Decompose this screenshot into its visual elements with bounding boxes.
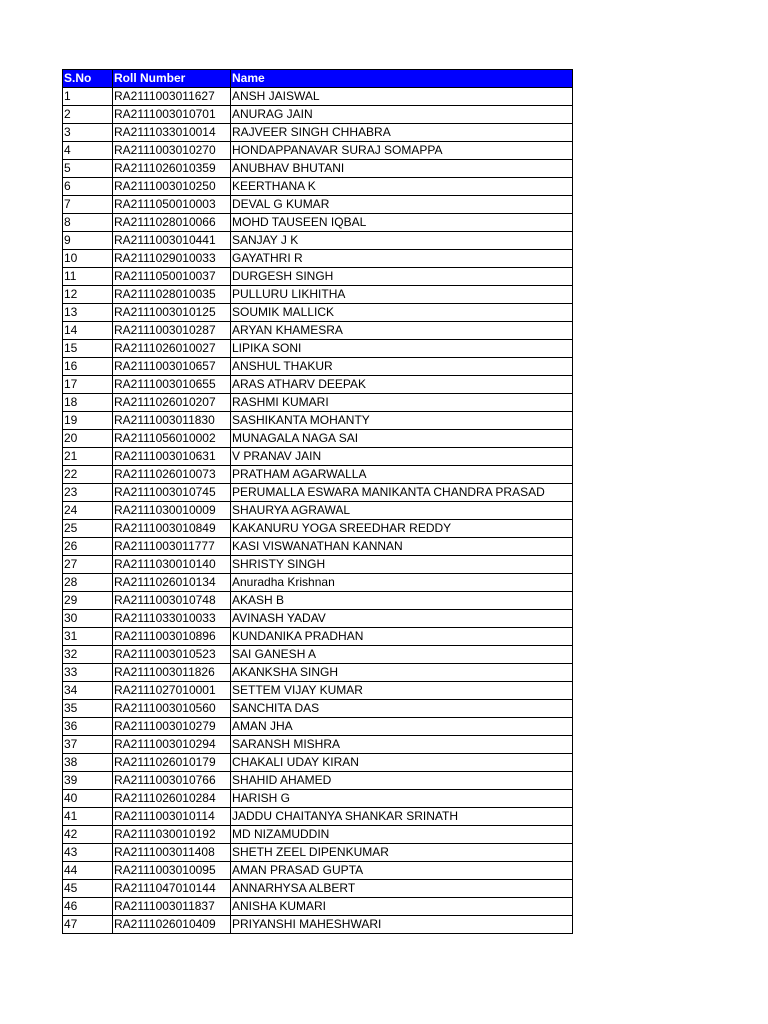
table-row bbox=[63, 448, 573, 466]
cell-sno: 37 bbox=[63, 736, 113, 754]
cell-name: AMAN JHA bbox=[231, 718, 573, 736]
table-row bbox=[63, 394, 573, 412]
cell-sno: 38 bbox=[63, 754, 113, 772]
table-row bbox=[63, 268, 573, 286]
cell-name: PRATHAM AGARWALLA bbox=[231, 466, 573, 484]
cell-sno: 1 bbox=[63, 88, 113, 106]
cell-sno: 17 bbox=[63, 376, 113, 394]
table-row bbox=[63, 430, 573, 448]
cell-sno: 8 bbox=[63, 214, 113, 232]
table-row bbox=[63, 916, 573, 934]
table-row bbox=[63, 304, 573, 322]
cell-name: ANUBHAV BHUTANI bbox=[231, 160, 573, 178]
cell-sno: 24 bbox=[63, 502, 113, 520]
table-row bbox=[63, 880, 573, 898]
cell-sno: 34 bbox=[63, 682, 113, 700]
cell-sno: 41 bbox=[63, 808, 113, 826]
cell-roll-number: RA2111003010631 bbox=[113, 448, 231, 466]
cell-roll-number: RA2111026010207 bbox=[113, 394, 231, 412]
cell-sno: 47 bbox=[63, 916, 113, 934]
table-row bbox=[63, 466, 573, 484]
cell-name: SANJAY J K bbox=[231, 232, 573, 250]
table-row bbox=[63, 700, 573, 718]
cell-roll-number: RA2111003010279 bbox=[113, 718, 231, 736]
cell-name: PERUMALLA ESWARA MANIKANTA CHANDRA PRASAD bbox=[231, 484, 573, 502]
cell-roll-number: RA2111003010560 bbox=[113, 700, 231, 718]
table-row bbox=[63, 196, 573, 214]
cell-name: SHETH ZEEL DIPENKUMAR bbox=[231, 844, 573, 862]
table-row bbox=[63, 610, 573, 628]
table-row bbox=[63, 628, 573, 646]
cell-roll-number: RA2111003010849 bbox=[113, 520, 231, 538]
cell-sno: 31 bbox=[63, 628, 113, 646]
table-row bbox=[63, 754, 573, 772]
cell-roll-number: RA2111003010270 bbox=[113, 142, 231, 160]
cell-roll-number: RA2111003010896 bbox=[113, 628, 231, 646]
cell-roll-number: RA2111003011777 bbox=[113, 538, 231, 556]
cell-roll-number: RA2111003010655 bbox=[113, 376, 231, 394]
cell-name: SASHIKANTA MOHANTY bbox=[231, 412, 573, 430]
table-row bbox=[63, 862, 573, 880]
cell-name: Anuradha Krishnan bbox=[231, 574, 573, 592]
cell-sno: 2 bbox=[63, 106, 113, 124]
cell-sno: 19 bbox=[63, 412, 113, 430]
cell-name: SARANSH MISHRA bbox=[231, 736, 573, 754]
table-row bbox=[63, 772, 573, 790]
table-row bbox=[63, 592, 573, 610]
table-row bbox=[63, 826, 573, 844]
cell-roll-number: RA2111003010095 bbox=[113, 862, 231, 880]
cell-sno: 12 bbox=[63, 286, 113, 304]
cell-roll-number: RA2111003011837 bbox=[113, 898, 231, 916]
cell-sno: 5 bbox=[63, 160, 113, 178]
table-row bbox=[63, 790, 573, 808]
cell-name: ANSHUL THAKUR bbox=[231, 358, 573, 376]
cell-name: CHAKALI UDAY KIRAN bbox=[231, 754, 573, 772]
cell-roll-number: RA2111028010066 bbox=[113, 214, 231, 232]
cell-sno: 4 bbox=[63, 142, 113, 160]
cell-roll-number: RA2111029010033 bbox=[113, 250, 231, 268]
cell-roll-number: RA2111026010409 bbox=[113, 916, 231, 934]
table-row bbox=[63, 484, 573, 502]
cell-roll-number: RA2111003010745 bbox=[113, 484, 231, 502]
cell-name: KEERTHANA K bbox=[231, 178, 573, 196]
cell-sno: 33 bbox=[63, 664, 113, 682]
cell-roll-number: RA2111026010284 bbox=[113, 790, 231, 808]
table-row bbox=[63, 520, 573, 538]
cell-name: AKASH B bbox=[231, 592, 573, 610]
cell-name: SHRISTY SINGH bbox=[231, 556, 573, 574]
cell-roll-number: RA2111003010287 bbox=[113, 322, 231, 340]
table-row bbox=[63, 556, 573, 574]
cell-name: ANNARHYSA ALBERT bbox=[231, 880, 573, 898]
table-row bbox=[63, 214, 573, 232]
cell-name: ARAS ATHARV DEEPAK bbox=[231, 376, 573, 394]
cell-roll-number: RA2111003011408 bbox=[113, 844, 231, 862]
cell-roll-number: RA2111056010002 bbox=[113, 430, 231, 448]
table-row bbox=[63, 106, 573, 124]
cell-name: JADDU CHAITANYA SHANKAR SRINATH bbox=[231, 808, 573, 826]
cell-sno: 6 bbox=[63, 178, 113, 196]
header-row bbox=[63, 70, 573, 88]
cell-name: AMAN PRASAD GUPTA bbox=[231, 862, 573, 880]
cell-sno: 13 bbox=[63, 304, 113, 322]
cell-name: SAI GANESH A bbox=[231, 646, 573, 664]
table-row bbox=[63, 88, 573, 106]
cell-sno: 18 bbox=[63, 394, 113, 412]
cell-roll-number: RA2111003010294 bbox=[113, 736, 231, 754]
cell-name: DURGESH SINGH bbox=[231, 268, 573, 286]
cell-name: AKANKSHA SINGH bbox=[231, 664, 573, 682]
cell-name: SETTEM VIJAY KUMAR bbox=[231, 682, 573, 700]
cell-roll-number: RA2111033010014 bbox=[113, 124, 231, 142]
table-row bbox=[63, 718, 573, 736]
cell-roll-number: RA2111033010033 bbox=[113, 610, 231, 628]
cell-roll-number: RA2111030010192 bbox=[113, 826, 231, 844]
table-row bbox=[63, 358, 573, 376]
cell-roll-number: RA2111050010003 bbox=[113, 196, 231, 214]
cell-name: AVINASH YADAV bbox=[231, 610, 573, 628]
cell-name: SANCHITA DAS bbox=[231, 700, 573, 718]
cell-name: HARISH G bbox=[231, 790, 573, 808]
cell-name: V PRANAV JAIN bbox=[231, 448, 573, 466]
cell-sno: 7 bbox=[63, 196, 113, 214]
cell-name: SHAURYA AGRAWAL bbox=[231, 502, 573, 520]
cell-sno: 20 bbox=[63, 430, 113, 448]
cell-roll-number: RA2111047010144 bbox=[113, 880, 231, 898]
cell-name: KAKANURU YOGA SREEDHAR REDDY bbox=[231, 520, 573, 538]
cell-sno: 45 bbox=[63, 880, 113, 898]
cell-sno: 26 bbox=[63, 538, 113, 556]
table-row bbox=[63, 376, 573, 394]
cell-name: KUNDANIKA PRADHAN bbox=[231, 628, 573, 646]
cell-name: LIPIKA SONI bbox=[231, 340, 573, 358]
table-body bbox=[63, 88, 573, 934]
cell-sno: 28 bbox=[63, 574, 113, 592]
cell-name: MOHD TAUSEEN IQBAL bbox=[231, 214, 573, 232]
cell-sno: 14 bbox=[63, 322, 113, 340]
cell-name: KASI VISWANATHAN KANNAN bbox=[231, 538, 573, 556]
cell-sno: 16 bbox=[63, 358, 113, 376]
cell-roll-number: RA2111003010250 bbox=[113, 178, 231, 196]
student-roster-table bbox=[62, 69, 573, 934]
table-row bbox=[63, 160, 573, 178]
table-row bbox=[63, 340, 573, 358]
cell-name: MUNAGALA NAGA SAI bbox=[231, 430, 573, 448]
cell-sno: 42 bbox=[63, 826, 113, 844]
table-row bbox=[63, 412, 573, 430]
cell-roll-number: RA2111003010766 bbox=[113, 772, 231, 790]
cell-sno: 25 bbox=[63, 520, 113, 538]
table-row bbox=[63, 736, 573, 754]
cell-roll-number: RA2111026010073 bbox=[113, 466, 231, 484]
cell-name: RAJVEER SINGH CHHABRA bbox=[231, 124, 573, 142]
table-row bbox=[63, 178, 573, 196]
cell-roll-number: RA2111003010657 bbox=[113, 358, 231, 376]
cell-sno: 15 bbox=[63, 340, 113, 358]
cell-roll-number: RA2111003011627 bbox=[113, 88, 231, 106]
cell-name: ARYAN KHAMESRA bbox=[231, 322, 573, 340]
table-row bbox=[63, 286, 573, 304]
cell-roll-number: RA2111003011830 bbox=[113, 412, 231, 430]
cell-roll-number: RA2111003010114 bbox=[113, 808, 231, 826]
table-row bbox=[63, 664, 573, 682]
cell-sno: 10 bbox=[63, 250, 113, 268]
table-row bbox=[63, 232, 573, 250]
cell-roll-number: RA2111003010748 bbox=[113, 592, 231, 610]
cell-roll-number: RA2111003010701 bbox=[113, 106, 231, 124]
cell-roll-number: RA2111027010001 bbox=[113, 682, 231, 700]
cell-sno: 9 bbox=[63, 232, 113, 250]
table-row bbox=[63, 844, 573, 862]
cell-roll-number: RA2111030010009 bbox=[113, 502, 231, 520]
cell-sno: 32 bbox=[63, 646, 113, 664]
table-row bbox=[63, 142, 573, 160]
cell-name: RASHMI KUMARI bbox=[231, 394, 573, 412]
cell-name: MD NIZAMUDDIN bbox=[231, 826, 573, 844]
header-sno: S.No bbox=[63, 70, 113, 88]
cell-roll-number: RA2111003010523 bbox=[113, 646, 231, 664]
header-name: Name bbox=[231, 70, 573, 88]
table-header bbox=[63, 70, 573, 88]
cell-sno: 40 bbox=[63, 790, 113, 808]
cell-name: SHAHID AHAMED bbox=[231, 772, 573, 790]
cell-sno: 35 bbox=[63, 700, 113, 718]
cell-sno: 23 bbox=[63, 484, 113, 502]
cell-name: SOUMIK MALLICK bbox=[231, 304, 573, 322]
cell-roll-number: RA2111030010140 bbox=[113, 556, 231, 574]
table-row bbox=[63, 538, 573, 556]
cell-sno: 21 bbox=[63, 448, 113, 466]
cell-name: HONDAPPANAVAR SURAJ SOMAPPA bbox=[231, 142, 573, 160]
table-row bbox=[63, 646, 573, 664]
header-roll-number: Roll Number bbox=[113, 70, 231, 88]
cell-roll-number: RA2111028010035 bbox=[113, 286, 231, 304]
cell-name: PULLURU LIKHITHA bbox=[231, 286, 573, 304]
cell-roll-number: RA2111026010179 bbox=[113, 754, 231, 772]
cell-sno: 39 bbox=[63, 772, 113, 790]
cell-name: DEVAL G KUMAR bbox=[231, 196, 573, 214]
cell-sno: 44 bbox=[63, 862, 113, 880]
cell-roll-number: RA2111026010134 bbox=[113, 574, 231, 592]
cell-sno: 3 bbox=[63, 124, 113, 142]
table-row bbox=[63, 898, 573, 916]
cell-sno: 22 bbox=[63, 466, 113, 484]
table-row bbox=[63, 574, 573, 592]
table-row bbox=[63, 322, 573, 340]
cell-roll-number: RA2111050010037 bbox=[113, 268, 231, 286]
cell-sno: 36 bbox=[63, 718, 113, 736]
cell-roll-number: RA2111003010441 bbox=[113, 232, 231, 250]
cell-sno: 27 bbox=[63, 556, 113, 574]
cell-roll-number: RA2111003010125 bbox=[113, 304, 231, 322]
table-row bbox=[63, 250, 573, 268]
cell-roll-number: RA2111003011826 bbox=[113, 664, 231, 682]
table-row bbox=[63, 808, 573, 826]
cell-name: PRIYANSHI MAHESHWARI bbox=[231, 916, 573, 934]
table-row bbox=[63, 124, 573, 142]
cell-sno: 29 bbox=[63, 592, 113, 610]
cell-sno: 30 bbox=[63, 610, 113, 628]
cell-roll-number: RA2111026010359 bbox=[113, 160, 231, 178]
cell-name: ANURAG JAIN bbox=[231, 106, 573, 124]
cell-name: GAYATHRI R bbox=[231, 250, 573, 268]
cell-sno: 46 bbox=[63, 898, 113, 916]
cell-name: ANISHA KUMARI bbox=[231, 898, 573, 916]
cell-sno: 43 bbox=[63, 844, 113, 862]
cell-name: ANSH JAISWAL bbox=[231, 88, 573, 106]
cell-roll-number: RA2111026010027 bbox=[113, 340, 231, 358]
cell-sno: 11 bbox=[63, 268, 113, 286]
table-row bbox=[63, 502, 573, 520]
table-row bbox=[63, 682, 573, 700]
